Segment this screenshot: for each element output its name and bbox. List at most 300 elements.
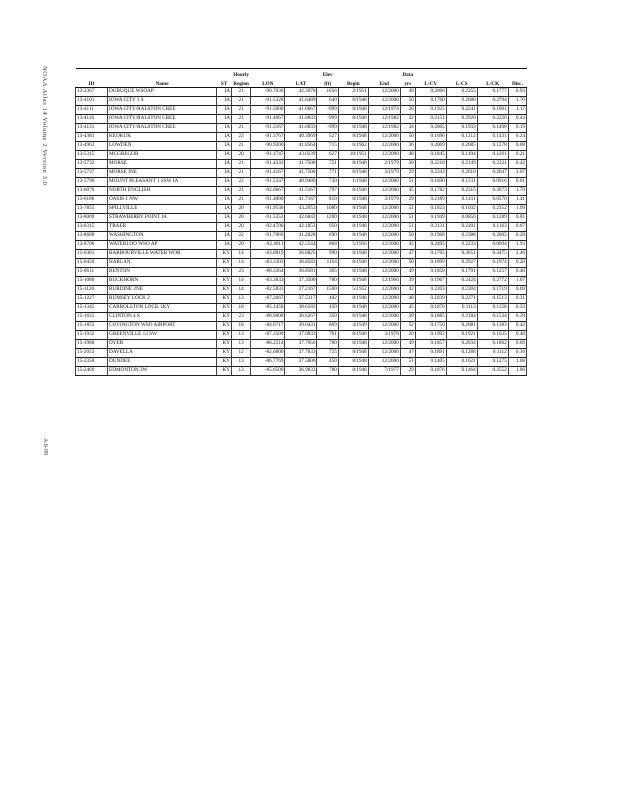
table-cell: 0.1782 bbox=[415, 187, 446, 196]
table-cell: TRAER bbox=[108, 223, 217, 232]
table-cell: 0.1862 bbox=[477, 340, 508, 349]
table-cell: -91.4667 bbox=[251, 115, 285, 124]
table-cell: IA bbox=[217, 160, 232, 169]
table-cell: -91.1747 bbox=[251, 151, 285, 160]
table-cell: KY bbox=[217, 367, 232, 376]
column-header: ID bbox=[76, 78, 108, 88]
table-cell: 48 bbox=[400, 151, 415, 160]
table-cell: 8/1948 bbox=[338, 367, 368, 376]
table-cell: 8/1948 bbox=[338, 250, 368, 259]
table-cell: 14 bbox=[232, 259, 251, 268]
table-cell: 18 bbox=[232, 322, 251, 331]
table-cell: 13-5737 bbox=[76, 169, 108, 178]
side-title-text: NOAA Atlas 14 Volume 2 Version 3.0 bbox=[41, 66, 48, 186]
table-cell: 12/2000 bbox=[368, 187, 400, 196]
table-cell: 49 bbox=[400, 88, 415, 97]
table-cell: 8/1948 bbox=[338, 358, 368, 367]
table-cell: -91.5353 bbox=[251, 214, 285, 223]
table-cell: 20 bbox=[232, 151, 251, 160]
table-cell: 0.2151 bbox=[415, 115, 446, 124]
table-cell: 0.1885 bbox=[415, 313, 446, 322]
table-cell: BARBOURVILLE WATER WOR bbox=[108, 250, 217, 259]
column-header: Region bbox=[232, 78, 251, 88]
table-cell: KEOKUK bbox=[108, 133, 217, 142]
table-cell: 0.2233 bbox=[446, 241, 477, 250]
table-cell: 0.2149 bbox=[446, 160, 477, 169]
table-cell: IOWA CITY/RALSTON CREE bbox=[108, 106, 217, 115]
header-top-cell bbox=[368, 69, 400, 79]
table-cell: 2.46 bbox=[508, 250, 526, 259]
table-cell: -91.4167 bbox=[251, 169, 285, 178]
table-cell: 13-8315 bbox=[76, 223, 108, 232]
table-cell: 21 bbox=[232, 160, 251, 169]
table-cell: 0.1625 bbox=[477, 331, 508, 340]
table-cell: 26 bbox=[400, 106, 415, 115]
table-cell: 8/1948 bbox=[338, 277, 368, 286]
table-cell: 21 bbox=[232, 115, 251, 124]
column-header: L-CS bbox=[446, 78, 477, 88]
table-cell: 0.1791 bbox=[446, 268, 477, 277]
table-cell: 8/1948 bbox=[338, 331, 368, 340]
table-cell: 45 bbox=[400, 241, 415, 250]
table-cell: KY bbox=[217, 358, 232, 367]
table-cell: 3/1979 bbox=[368, 169, 400, 178]
table-cell: 22 bbox=[232, 133, 251, 142]
table-cell: 15-1227 bbox=[76, 295, 108, 304]
table-cell: 7/1977 bbox=[368, 367, 400, 376]
table-row bbox=[76, 286, 527, 295]
table-cell: 0.2189 bbox=[415, 196, 446, 205]
table-cell: 13-8688 bbox=[76, 232, 108, 241]
table-cell: IA bbox=[217, 178, 232, 187]
table-cell: 15-1631 bbox=[76, 313, 108, 322]
table-cell: 41.7500 bbox=[285, 169, 317, 178]
table-cell: 52 bbox=[400, 322, 415, 331]
table-cell: 21 bbox=[232, 88, 251, 97]
table-cell: KY bbox=[217, 304, 232, 313]
table-cell: 950 bbox=[317, 223, 338, 232]
table-cell: 715 bbox=[317, 142, 338, 151]
table-cell: 30 bbox=[400, 160, 415, 169]
table-cell: 12/2000 bbox=[368, 133, 400, 142]
header-top-cell bbox=[477, 69, 508, 79]
table-cell: -86.7769 bbox=[251, 358, 285, 367]
table-cell: 0.28 bbox=[508, 232, 526, 241]
table-cell: -87.3500 bbox=[251, 331, 285, 340]
table-cell: -92.4706 bbox=[251, 223, 285, 232]
header-top-cell bbox=[285, 69, 317, 79]
table-row bbox=[76, 322, 527, 331]
table-cell: 640 bbox=[317, 97, 338, 106]
table-cell: IA bbox=[217, 241, 232, 250]
table-row bbox=[76, 313, 527, 322]
table-cell: 0.2005 bbox=[477, 232, 508, 241]
station-table bbox=[75, 68, 527, 376]
table-cell: 0.2772 bbox=[477, 277, 508, 286]
table-cell: 12/2000 bbox=[368, 250, 400, 259]
table-cell: 42.6842 bbox=[285, 214, 317, 223]
table-cell: -83.8819 bbox=[251, 250, 285, 259]
table-cell: 39 bbox=[400, 277, 415, 286]
table-cell: 13-8009 bbox=[76, 214, 108, 223]
table-cell: 18 bbox=[232, 304, 251, 313]
table-cell: 771 bbox=[317, 169, 338, 178]
table-cell: 20 bbox=[232, 241, 251, 250]
table-cell: -999 bbox=[317, 106, 338, 115]
table-row bbox=[76, 196, 527, 205]
table-cell: 1.86 bbox=[508, 367, 526, 376]
table-cell: 0.0570 bbox=[477, 196, 508, 205]
header-top-cell: Elev bbox=[317, 69, 338, 79]
table-cell: 0.2794 bbox=[477, 97, 508, 106]
table-cell: KY bbox=[217, 268, 232, 277]
header-top-cell bbox=[217, 69, 232, 79]
table-cell: DYER bbox=[108, 340, 217, 349]
table-cell: 0.1534 bbox=[477, 313, 508, 322]
table-cell: 365 bbox=[317, 268, 338, 277]
table-cell: KY bbox=[217, 286, 232, 295]
column-header: LON bbox=[251, 78, 285, 88]
table-row bbox=[76, 97, 527, 106]
table-cell: 0.69 bbox=[508, 340, 526, 349]
table-cell: 0.1857 bbox=[415, 340, 446, 349]
table-row bbox=[76, 349, 527, 358]
table-cell: 8/1948 bbox=[338, 169, 368, 178]
table-cell: 0.2352 bbox=[477, 205, 508, 214]
table-cell: 13-4101 bbox=[76, 97, 108, 106]
table-cell: -91.4000 bbox=[251, 196, 285, 205]
table-cell: -82.5833 bbox=[251, 286, 285, 295]
table-cell: IA bbox=[217, 232, 232, 241]
table-cell: 0.42 bbox=[508, 160, 526, 169]
table-cell: 751 bbox=[317, 160, 338, 169]
table-cell: 12/2000 bbox=[368, 151, 400, 160]
table-cell: 0.1411 bbox=[446, 196, 477, 205]
table-cell: 4/1949 bbox=[338, 322, 368, 331]
table-cell: 21 bbox=[232, 196, 251, 205]
table-cell: 12/1960 bbox=[368, 277, 400, 286]
table-cell: 0.1261 bbox=[477, 151, 508, 160]
table-cell: DUNDEE bbox=[108, 358, 217, 367]
table-cell: 0.1992 bbox=[415, 331, 446, 340]
table-cell: 0.2495 bbox=[415, 241, 446, 250]
table-cell: 0.1760 bbox=[415, 97, 446, 106]
table-cell: 0.1876 bbox=[415, 367, 446, 376]
column-header: ST bbox=[217, 78, 232, 88]
table-cell: 13-4131 bbox=[76, 124, 108, 133]
table-cell: 36.8825 bbox=[285, 250, 317, 259]
table-cell: 41.7167 bbox=[285, 196, 317, 205]
table-cell: 2/1979 bbox=[368, 160, 400, 169]
table-cell: -84.6717 bbox=[251, 322, 285, 331]
table-cell: 0.16 bbox=[508, 349, 526, 358]
table-cell: 780 bbox=[317, 277, 338, 286]
table-cell: 0.1921 bbox=[446, 331, 477, 340]
table-cell: 3/1978 bbox=[368, 331, 400, 340]
header-top-cell bbox=[251, 69, 285, 79]
table-cell: 8/1948 bbox=[338, 133, 368, 142]
table-cell: 0.93 bbox=[508, 88, 526, 97]
table-cell: 20 bbox=[232, 205, 251, 214]
table-cell: 0.2069 bbox=[415, 142, 446, 151]
table-cell: 8/1948 bbox=[338, 340, 368, 349]
table-cell: 15-2053 bbox=[76, 349, 108, 358]
column-header: L-CK bbox=[477, 78, 508, 88]
table-cell: RUMSEY LOCK 2 bbox=[108, 295, 217, 304]
header-top-cell bbox=[108, 69, 217, 79]
table-cell: 12/2000 bbox=[368, 313, 400, 322]
table-cell: -92.4011 bbox=[251, 241, 285, 250]
table-cell: 13-6076 bbox=[76, 187, 108, 196]
table-cell: 51 bbox=[400, 214, 415, 223]
table-cell: 0.42 bbox=[508, 322, 526, 331]
table-cell: 20 bbox=[400, 331, 415, 340]
table-cell: 12/2000 bbox=[368, 178, 400, 187]
table-cell: 49 bbox=[400, 268, 415, 277]
table-cell: IA bbox=[217, 142, 232, 151]
table-cell: -86.2214 bbox=[251, 340, 285, 349]
table-cell: 0.1949 bbox=[415, 214, 446, 223]
table-cell: NORTH ENGLISH bbox=[108, 187, 217, 196]
table-cell: 6/1962 bbox=[338, 142, 368, 151]
table-cell: 37.2167 bbox=[285, 286, 317, 295]
table-cell: 0.1288 bbox=[446, 349, 477, 358]
table-cell: IA bbox=[217, 169, 232, 178]
table-cell: 12/1982 bbox=[368, 115, 400, 124]
column-header: End bbox=[368, 78, 400, 88]
table-cell: IA bbox=[217, 223, 232, 232]
table-cell: 8/1948 bbox=[338, 187, 368, 196]
table-cell: 0.1405 bbox=[415, 358, 446, 367]
table-cell: IA bbox=[217, 106, 232, 115]
table-cell: 42.3978 bbox=[285, 88, 317, 97]
table-cell: 12/2000 bbox=[368, 304, 400, 313]
table-cell: 43.0239 bbox=[285, 151, 317, 160]
table-cell: MORSE INE bbox=[108, 169, 217, 178]
column-header: (ft) bbox=[317, 78, 338, 88]
table-cell: IOWA CITY/RALSTON CREE bbox=[108, 124, 217, 133]
table-cell: 0.2203 bbox=[415, 286, 446, 295]
table-cell: 12/2000 bbox=[368, 295, 400, 304]
table-cell: 0.39 bbox=[508, 313, 526, 322]
table-cell: 51 bbox=[400, 223, 415, 232]
table-cell: 15-0450 bbox=[76, 259, 108, 268]
table-cell: EDMONTON 3W bbox=[108, 367, 217, 376]
table-cell: 10/1951 bbox=[338, 151, 368, 160]
table-cell: BUCKHORN bbox=[108, 277, 217, 286]
table-cell: 37.7056 bbox=[285, 340, 317, 349]
table-cell: 13-6186 bbox=[76, 196, 108, 205]
table-cell: 527 bbox=[317, 133, 338, 142]
table-cell: 13-5315 bbox=[76, 151, 108, 160]
table-cell: 0.1112 bbox=[477, 349, 508, 358]
table-cell: 0.61 bbox=[508, 178, 526, 187]
table-cell: MORSE bbox=[108, 160, 217, 169]
header-top-cell: Data bbox=[400, 69, 415, 79]
table-cell: 402 bbox=[317, 295, 338, 304]
table-cell: CLINTON 4 S bbox=[108, 313, 217, 322]
table-cell: 12/2000 bbox=[368, 286, 400, 295]
table-cell: 0.2005 bbox=[415, 124, 446, 133]
table-cell: 725 bbox=[317, 349, 338, 358]
table-cell: 0.2552 bbox=[477, 367, 508, 376]
table-cell: 0.1275 bbox=[477, 358, 508, 367]
table-cell: 15-1080 bbox=[76, 277, 108, 286]
table-cell: 0.1158 bbox=[477, 304, 508, 313]
table-cell: -87.2667 bbox=[251, 295, 285, 304]
table-cell: KY bbox=[217, 313, 232, 322]
table-cell: 13-2367 bbox=[76, 88, 108, 97]
table-cell: 14 bbox=[232, 250, 251, 259]
table-cell: 15-0381 bbox=[76, 250, 108, 259]
table-cell: KY bbox=[217, 331, 232, 340]
table-cell: 12/2000 bbox=[368, 223, 400, 232]
table-cell: 0.20 bbox=[508, 259, 526, 268]
table-row bbox=[76, 304, 527, 313]
table-cell: 37.7833 bbox=[285, 349, 317, 358]
table-cell: 12/2000 bbox=[368, 142, 400, 151]
table-cell: 12/2000 bbox=[368, 268, 400, 277]
table-cell: 13 bbox=[232, 340, 251, 349]
table-cell: -91.5167 bbox=[251, 124, 285, 133]
table-cell: -82.6000 bbox=[251, 349, 285, 358]
table-cell: 0.1719 bbox=[477, 286, 508, 295]
table-cell: 990 bbox=[317, 250, 338, 259]
table-cell: 0.33 bbox=[508, 304, 526, 313]
table-cell: 0.1696 bbox=[415, 133, 446, 142]
table-cell: 0.1858 bbox=[415, 268, 446, 277]
table-cell: 42.5544 bbox=[285, 241, 317, 250]
table-row bbox=[76, 124, 527, 133]
table-cell: KY bbox=[217, 349, 232, 358]
table-cell: 0.31 bbox=[508, 295, 526, 304]
table-cell: 49 bbox=[400, 340, 415, 349]
table-cell: 8/1948 bbox=[338, 214, 368, 223]
table-cell: 8/1948 bbox=[338, 313, 368, 322]
table-row bbox=[76, 205, 527, 214]
page-number bbox=[42, 438, 65, 455]
table-cell: 450 bbox=[317, 358, 338, 367]
table-cell: 8/1948 bbox=[338, 97, 368, 106]
table-cell: 47 bbox=[400, 250, 415, 259]
table-cell: -83.3833 bbox=[251, 277, 285, 286]
table-cell: GREENVILLE 13 SW bbox=[108, 331, 217, 340]
table-cell: 12/1982 bbox=[368, 124, 400, 133]
table-cell: 13-5732 bbox=[76, 160, 108, 169]
table-cell: 12/1974 bbox=[368, 106, 400, 115]
table-cell: 0.2343 bbox=[415, 169, 446, 178]
table-cell: 0.1113 bbox=[446, 304, 477, 313]
table-cell: 3/1979 bbox=[368, 196, 400, 205]
table-cell: 49 bbox=[400, 313, 415, 322]
table-cell: LOWDEN bbox=[108, 142, 217, 151]
table-cell: 36.8581 bbox=[285, 268, 317, 277]
table-cell: 41.8564 bbox=[285, 142, 317, 151]
table-cell: 1080 bbox=[317, 205, 338, 214]
table-cell: 22 bbox=[232, 232, 251, 241]
table-cell: 869 bbox=[317, 322, 338, 331]
table-cell: -83.3303 bbox=[251, 259, 285, 268]
table-cell: 1.08 bbox=[508, 358, 526, 367]
table-cell: 13-7855 bbox=[76, 205, 108, 214]
table-cell: 1200 bbox=[317, 214, 338, 223]
table-cell: 23 bbox=[232, 268, 251, 277]
table-cell: IA bbox=[217, 115, 232, 124]
table-cell: 1164 bbox=[317, 259, 338, 268]
table-row bbox=[76, 268, 527, 277]
table-cell: 14 bbox=[232, 286, 251, 295]
table-cell: 0.1870 bbox=[415, 304, 446, 313]
table-cell: 0.3475 bbox=[477, 250, 508, 259]
table-cell: IA bbox=[217, 205, 232, 214]
table-cell: 0.1765 bbox=[415, 250, 446, 259]
table-cell: 0.1494 bbox=[446, 151, 477, 160]
header-top-cell bbox=[76, 69, 108, 79]
table-cell: 8/1948 bbox=[338, 205, 368, 214]
table-cell: 8/1948 bbox=[338, 349, 368, 358]
table-cell: 0.1464 bbox=[446, 367, 477, 376]
table-cell: 0.2388 bbox=[446, 232, 477, 241]
table-cell: 12/2000 bbox=[368, 214, 400, 223]
table-cell: 13 bbox=[232, 358, 251, 367]
table-cell: 761 bbox=[317, 331, 338, 340]
table-cell: 12/2000 bbox=[368, 205, 400, 214]
table-header bbox=[76, 69, 527, 88]
table-cell: 0.2424 bbox=[446, 277, 477, 286]
table-cell: 12/2000 bbox=[368, 259, 400, 268]
table-cell: 13 bbox=[232, 295, 251, 304]
table-body bbox=[76, 88, 527, 376]
table-cell: IA bbox=[217, 88, 232, 97]
table-cell: 8/1948 bbox=[338, 160, 368, 169]
table-cell: 50 bbox=[400, 259, 415, 268]
table-cell: 0.1925 bbox=[415, 106, 446, 115]
table-row bbox=[76, 340, 527, 349]
table-cell: 21 bbox=[232, 187, 251, 196]
table-cell: 350 bbox=[317, 313, 338, 322]
table-cell: 1.07 bbox=[508, 277, 526, 286]
table-cell: SPILLVILLE bbox=[108, 205, 217, 214]
table-row bbox=[76, 88, 527, 97]
table-cell: 38.6583 bbox=[285, 304, 317, 313]
page-number-text: A.6-99 bbox=[42, 438, 48, 455]
table-cell: 37.3500 bbox=[285, 277, 317, 286]
table-cell: 690 bbox=[317, 232, 338, 241]
table-cell: 868 bbox=[317, 241, 338, 250]
table-cell: 0.1431 bbox=[477, 133, 508, 142]
table-cell: 43.2053 bbox=[285, 205, 317, 214]
table-cell: 0.44 bbox=[508, 115, 526, 124]
table-cell: -91.5328 bbox=[251, 97, 285, 106]
table-cell: IA bbox=[217, 97, 232, 106]
table-cell: 39.0431 bbox=[285, 322, 317, 331]
table-cell: 0.2304 bbox=[446, 286, 477, 295]
table-cell: 40.9486 bbox=[285, 178, 317, 187]
table-cell: 41.6833 bbox=[285, 124, 317, 133]
table-cell: 12/2000 bbox=[368, 358, 400, 367]
table-row bbox=[76, 142, 527, 151]
table-cell: 13 bbox=[232, 367, 251, 376]
header-top-cell bbox=[446, 69, 477, 79]
table-cell: 0.2081 bbox=[446, 322, 477, 331]
column-header: yrs bbox=[400, 78, 415, 88]
table-cell: KY bbox=[217, 322, 232, 331]
table-cell: 13-8706 bbox=[76, 241, 108, 250]
table-cell: KY bbox=[217, 277, 232, 286]
table-cell: 0.1690 bbox=[415, 178, 446, 187]
header-top-cell: Hourly bbox=[232, 69, 251, 79]
table-cell: COVINGTON WSO AIRPORT bbox=[108, 322, 217, 331]
